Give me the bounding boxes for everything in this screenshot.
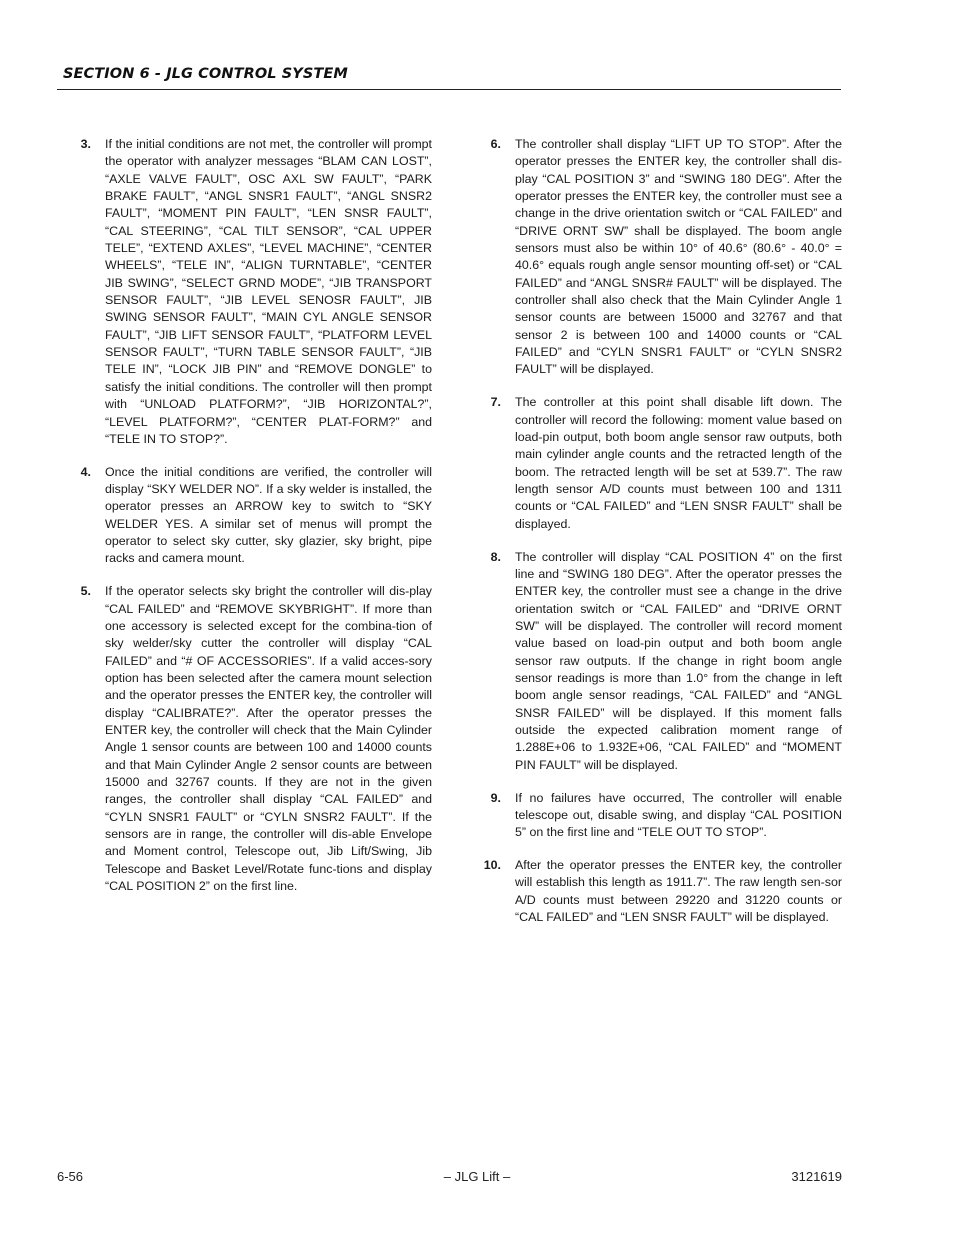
item-text: If no failures have occurred, The controller will enable telescope out, disable swing, and display “CAL POSITION 5” on the first line and “TELE OUT TO STOP”. <box>515 790 842 840</box>
list-item <box>66 136 432 448</box>
item-text: The controller at this point shall disable lift down. The controller will record the following: moment value based on load-pin output, both boom angle sensor raw outputs, both main cylinder angle counts and the retracted length of the boom. The retracted length will be set at 539.7”. The raw length sensor A/D counts must between 100 and 1311 counts or “CAL FAILED” and “LEN SNSR FAULT” shall be displayed. <box>515 395 842 531</box>
list-item <box>476 857 842 926</box>
document-number: 3121619 <box>791 1169 842 1184</box>
item-number: 5. <box>80 584 91 599</box>
list-item <box>66 583 432 895</box>
list-item <box>476 394 842 533</box>
item-number: 7. <box>490 395 501 410</box>
item-text: If the operator selects sky bright the controller will dis-play “CAL FAILED” and “REMOVE SKYBRIGHT”. If more than one accessory is selected except for the combina-tion of sky welder/sky cutter the controller will display “CAL FAILED” and “# OF ACCESSORIES”. If a valid acces-sory option has been selected after the camera mount selection and the operator presses the ENTER key, the controller will display “CALIBRATE?”. After the operator presses the ENTER key, the controller will check that the Main Cylinder Angle 1 sensor counts are between 100 and 14000 counts and that Main Cylinder Angle 2 sensor counts are between 15000 and 32767 counts. If they are not in the given ranges, the controller shall display “CAL FAILED” and “CYLN SNSR1 FAULT” or “CYLN SNSR2 FAULT”. If the sensors are in range, the controller will dis-able Envelope and Moment control, Telescope out, Jib Lift/Swing, Jib Telescope and Basket Level/Rotate func-tions and display “CAL POSITION 2” on the first line. <box>105 584 432 894</box>
item-text: After the operator presses the ENTER key, the controller will establish this length as 1911.7”. The raw length sen-sor A/D counts must between 29220 and 31220 counts or “CAL FAILED” and “LEN SNSR FAULT” will be displayed. <box>515 858 842 925</box>
section-title: SECTION 6 - JLG CONTROL SYSTEM <box>63 66 348 82</box>
item-number: 9. <box>490 790 501 805</box>
left-column <box>66 136 432 911</box>
footer-center-text: – JLG Lift – <box>443 1169 511 1184</box>
item-text: If the initial conditions are not met, the controller will prompt the operator with analyzer messages “BLAM CAN LOST”, “AXLE VALVE FAULT”, OSC AXL SW FAULT”, “PARK BRAKE FAULT”, “ANGL SNSR1 FAULT”, “ANGL SNSR2 FAULT”, “MOMENT PIN FAULT”, “LEN SNSR FAULT”, “CAL STEERING”, “CAL TILT SENSOR”, “CAL UPPER TELE”, “EXTEND AXLES”, “LEVEL MACHINE”, “CENTER WHEELS”, “TELE IN”, “ALIGN TURNTABLE”, “CENTER JIB SWING”, “SELECT GRND MODE”, “JIB TRANSPORT SENSOR FAULT”, “JIB LEVEL SENOSR FAULT”, JIB SWING SENSOR FAULT”, “MAIN CYL ANGLE SENSOR FAULT”, “JIB LIFT SENSOR FAULT”, “PLATFORM LEVEL SENSOR FAULT”, “TURN TABLE SENSOR FAULT”, “JIB TELE IN”, “LOCK JIB PIN” and “REMOVE DONGLE” to satisfy the initial conditions. The controller will then prompt with “UNLOAD PLATFORM?”, “JIB HORIZONTAL?”, “LEVEL PLATFORM?”, “CENTER PLAT-FORM?” and “TELE IN TO STOP?”. <box>105 137 432 446</box>
list-item <box>66 464 432 568</box>
list-item <box>476 136 842 379</box>
item-number: 8. <box>490 549 501 564</box>
item-text: Once the initial conditions are verified, the controller will display “SKY WELDER NO”. If a sky welder is installed, the operator presses an ARROW key to switch to “SKY WELDER YES. A similar set of menus will prompt the operator to select sky cutter, sky glazier, sky bright, pipe racks and camera mount. <box>105 464 432 566</box>
list-item <box>476 790 842 842</box>
header-divider <box>57 89 841 90</box>
list-item <box>476 549 842 774</box>
item-number: 4. <box>80 464 91 479</box>
right-column <box>476 136 842 942</box>
item-text: The controller will display “CAL POSITION 4” on the first line and “SWING 180 DEG”. After the operator presses the ENTER key, the controller must see a change in the drive orientation switch or “CAL FAILED” and “DRIVE ORNT SW” will be displayed. The controller will record moment value based on load-pin output and both boom angle sensor raw outputs. If the change in right boom angle sensor readings is more than 1.0° from the change in left boom angle sensor readings, “CAL FAILED” and “ANGL SNSR FAILED” will be displayed. If this moment falls outside the expected calibration moment range of 1.288E+06 to 1.932E+06, “CAL FAILED” and “MOMENT PIN FAULT” will be displayed. <box>515 549 842 772</box>
page-number: 6-56 <box>57 1169 84 1184</box>
item-number: 3. <box>80 137 91 151</box>
item-number: 10. <box>483 858 501 873</box>
item-number: 6. <box>490 137 501 151</box>
item-text: The controller shall display “LIFT UP TO STOP”. After the operator presses the ENTER key, the controller shall dis-play “CAL POSITION 3” and “SWING 180 DEG”. After the operator presses the ENTER key, the controller must see a change in the drive orientation switch or “CAL FAILED” and “DRIVE ORNT SW” shall be displayed. The boom angle sensors must also be within 10° of 40.6° (80.6° - 40.0° = 40.6° equals rough angle sensor mounting off-set) or “CAL FAILED” and “ANGL SNSR# FAULT” will be displayed. The controller shall also check that the Main Cylinder Angle 1 sensor counts are between 15000 and 32767 and that sensor 2 is between 100 and 14000 counts or “CAL FAILED” and “CYLN SNSR1 FAULT” or “CYLN SNSR2 FAULT” will be displayed. <box>515 137 842 377</box>
